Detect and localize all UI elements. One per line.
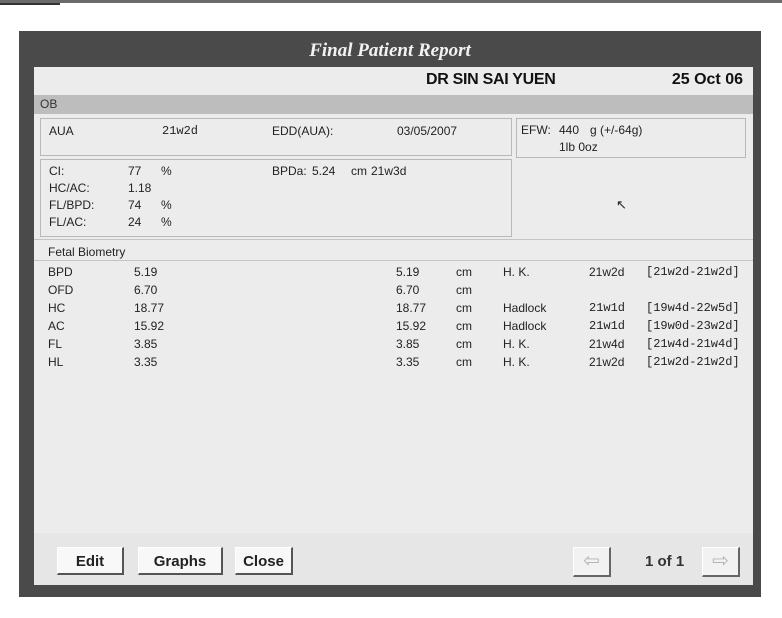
row-unit: cm (456, 283, 472, 297)
edd-label: EDD(AUA): (272, 124, 334, 138)
bpda-value: 5.24 (312, 164, 336, 178)
doctor-name: DR SIN SAI YUEN (426, 71, 556, 88)
row-measurement: 18.77 (134, 301, 165, 315)
divider (34, 260, 753, 261)
row-range: [19w4d-22w5d] (646, 301, 740, 315)
ratio-value: 24 (128, 215, 142, 229)
row-range: [21w4d-21w4d] (646, 337, 740, 351)
close-button[interactable]: Close (235, 547, 293, 575)
row-unit: cm (456, 337, 472, 351)
top-border-accent (0, 3, 60, 5)
row-name: HL (48, 355, 64, 369)
row-name: HC (48, 301, 66, 315)
row-ga: 21w1d (589, 319, 626, 333)
aua-label: AUA (49, 124, 74, 138)
page-indicator: 1 of 1 (645, 553, 685, 570)
row-unit: cm (456, 319, 472, 333)
ratio-label: HC/AC: (49, 181, 90, 195)
bpda-label: BPDa: (272, 164, 307, 178)
biometry-title: Fetal Biometry (48, 245, 126, 259)
row-name: AC (48, 319, 65, 333)
row-average: 3.35 (396, 355, 420, 369)
row-author: Hadlock (503, 301, 547, 315)
row-measurement: 3.85 (134, 337, 158, 351)
efw-value: 440 (559, 123, 580, 137)
button-bar (34, 533, 753, 585)
row-ga: 21w2d (589, 265, 625, 279)
top-border (0, 0, 782, 3)
row-unit: cm (456, 355, 472, 369)
row-author: H. K. (503, 337, 530, 351)
report-header (34, 67, 753, 93)
efw-imperial: 1lb 0oz (559, 140, 598, 154)
previous-page-button[interactable] (573, 547, 611, 577)
ratio-value: 77 (128, 164, 142, 178)
next-page-button[interactable] (702, 547, 740, 577)
mouse-cursor-icon: ↖ (616, 197, 627, 212)
row-average: 15.92 (396, 319, 427, 333)
edit-button[interactable]: Edit (57, 547, 124, 575)
ratio-value: 74 (128, 198, 142, 212)
aua-value: 21w2d (162, 124, 199, 138)
divider (34, 239, 753, 240)
row-measurement: 5.19 (134, 265, 158, 279)
row-measurement: 6.70 (134, 283, 158, 297)
row-unit: cm (456, 265, 472, 279)
ratio-label: FL/AC: (49, 215, 87, 229)
row-author: Hadlock (503, 319, 547, 333)
right-arrow-icon: ⇨ (712, 550, 729, 572)
ratio-value: 1.18 (128, 181, 152, 195)
row-ga: 21w2d (589, 355, 625, 369)
row-average: 3.85 (396, 337, 420, 351)
row-name: FL (48, 337, 63, 351)
bpda-ga: 21w3d (371, 164, 407, 178)
ratio-label: CI: (49, 164, 65, 178)
edd-value: 03/05/2007 (397, 124, 458, 138)
row-name: BPD (48, 265, 73, 279)
row-ga: 21w4d (589, 337, 625, 351)
row-name: OFD (48, 283, 74, 297)
ratio-unit: % (161, 215, 172, 229)
row-ga: 21w1d (589, 301, 626, 315)
row-range: [21w2d-21w2d] (646, 265, 740, 279)
efw-unit: g (+/-64g) (590, 123, 643, 137)
row-range: [19w0d-23w2d] (646, 319, 740, 333)
row-unit: cm (456, 301, 472, 315)
report-date: 25 Oct 06 (671, 71, 743, 88)
graphs-button[interactable]: Graphs (138, 547, 223, 575)
row-average: 18.77 (396, 301, 427, 315)
row-author: H. K. (503, 355, 530, 369)
row-range: [21w2d-21w2d] (646, 355, 740, 369)
row-average: 5.19 (396, 265, 420, 279)
ratio-unit: % (161, 164, 172, 178)
row-average: 6.70 (396, 283, 420, 297)
section-ob-bar: OB (34, 95, 753, 114)
row-author: H. K. (503, 265, 530, 279)
efw-label: EFW: (521, 123, 551, 137)
row-measurement: 15.92 (134, 319, 165, 333)
window-title: Final Patient Report (309, 40, 471, 61)
report-panel (34, 67, 753, 553)
ratio-label: FL/BPD: (49, 198, 95, 212)
report-window (19, 31, 761, 597)
row-measurement: 3.35 (134, 355, 158, 369)
ratio-unit: % (161, 198, 172, 212)
left-arrow-icon: ⇦ (583, 550, 600, 572)
bpda-unit: cm (351, 164, 367, 178)
